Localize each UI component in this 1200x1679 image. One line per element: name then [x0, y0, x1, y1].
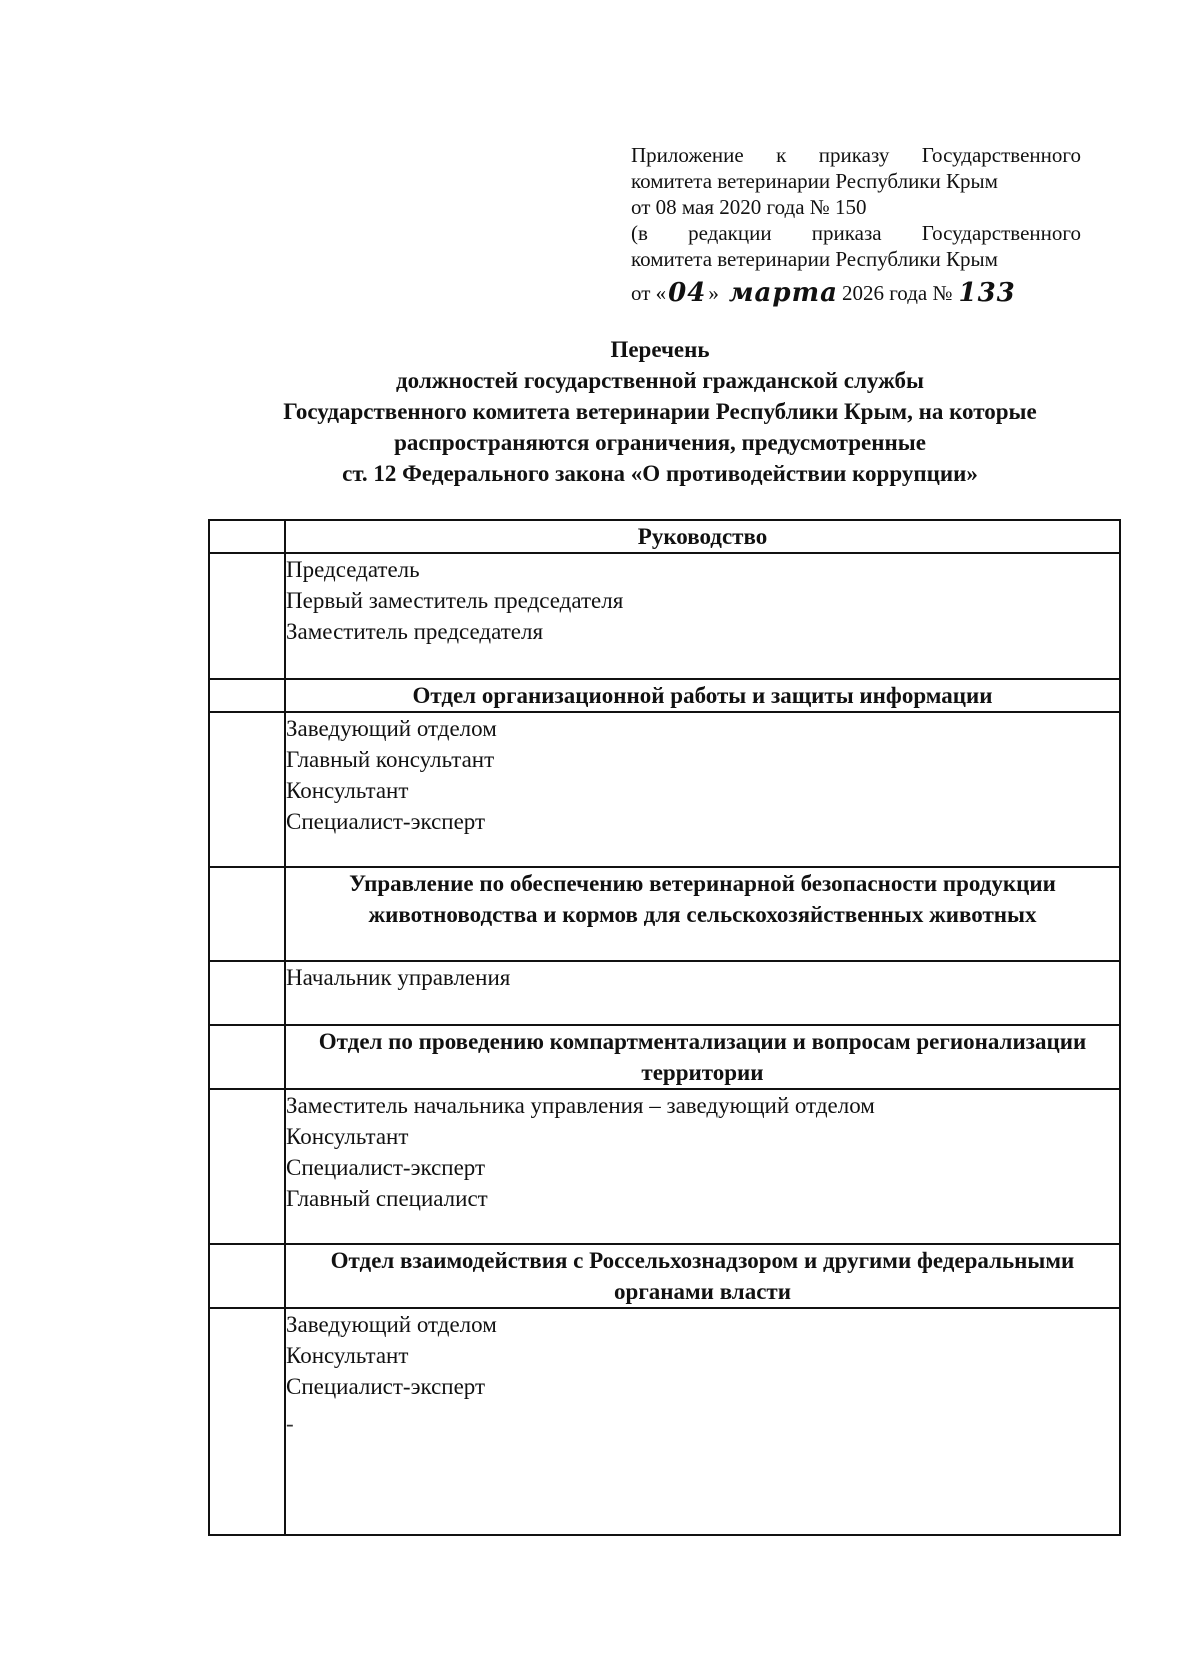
appendix-block	[631, 142, 1081, 306]
number-cell	[209, 1308, 285, 1535]
section-positions	[285, 1308, 1120, 1535]
section-heading: Отдел взаимодействия с Россельхознадзором и другими федеральными органами власти	[285, 1244, 1120, 1308]
number-cell	[209, 679, 285, 712]
position-item: Заместитель начальника управления – заведующий отделом	[286, 1093, 875, 1118]
position-item: Специалист-эксперт	[286, 809, 486, 834]
section-body-row	[209, 961, 1120, 1025]
number-cell	[209, 553, 285, 679]
section-heading: Руководство	[285, 520, 1120, 553]
section-heading-row	[209, 1244, 1120, 1308]
number-cell	[209, 1089, 285, 1244]
number-cell	[209, 520, 285, 553]
section-positions	[285, 553, 1120, 679]
section-heading-row	[209, 679, 1120, 712]
section-heading: Управление по обеспечению ветеринарной безопасности продукции животноводства и кормов для сельскохозяйственных животных	[285, 867, 1120, 961]
position-item: Начальник управления	[286, 965, 511, 990]
date-prefix: от «	[631, 281, 667, 305]
position-item: Консультант	[286, 1343, 409, 1368]
section-body-row	[209, 1089, 1120, 1244]
section-positions	[285, 1089, 1120, 1244]
title-line: ст. 12 Федерального закона «О противодействии коррупции»	[342, 461, 978, 486]
appendix-line: (в редакции приказа Государственного	[631, 221, 1081, 245]
title-line: распространяются ограничения, предусмотренные	[394, 430, 926, 455]
positions-table	[208, 519, 1121, 1536]
appendix-line: комитета ветеринарии Республики Крым	[631, 247, 998, 271]
section-body-row	[209, 712, 1120, 867]
position-item: Консультант	[286, 1124, 409, 1149]
number-cell	[209, 867, 285, 961]
position-item: Заместитель председателя	[286, 619, 544, 644]
appendix-line: комитета ветеринарии Республики Крым	[631, 169, 998, 193]
number-cell	[209, 1244, 285, 1308]
position-item: Заведующий отделом	[286, 716, 497, 741]
handwritten-month: марта	[728, 278, 838, 308]
position-item: Специалист-эксперт	[286, 1155, 486, 1180]
section-heading: Отдел по проведению компартментализации и вопросам регионализации территории	[285, 1025, 1120, 1089]
position-item: Председатель	[286, 557, 420, 582]
section-heading: Отдел организационной работы и защиты информации	[285, 679, 1120, 712]
number-cell	[209, 961, 285, 1025]
section-heading-row	[209, 867, 1120, 961]
handwritten-order-number: 133	[958, 278, 1016, 308]
position-item: Специалист-эксперт	[286, 1374, 486, 1399]
title-line: Перечень	[610, 337, 710, 362]
section-body-row	[209, 553, 1120, 679]
section-heading-row	[209, 1025, 1120, 1089]
section-body-row	[209, 1308, 1120, 1535]
section-positions	[285, 961, 1120, 1025]
number-cell	[209, 1025, 285, 1089]
position-item: Главный консультант	[286, 747, 495, 772]
title-line: Государственного комитета ветеринарии Республики Крым, на которые	[283, 399, 1037, 424]
appendix-line: от 08 мая 2020 года № 150	[631, 195, 867, 219]
document-title	[150, 334, 1170, 489]
stray-dash-mark: -	[286, 1411, 294, 1436]
position-item: Первый заместитель председателя	[286, 588, 624, 613]
handwritten-day: 04	[668, 278, 707, 308]
position-item: Консультант	[286, 778, 409, 803]
section-positions	[285, 712, 1120, 867]
date-year: 2026 года №	[841, 281, 953, 305]
number-cell	[209, 712, 285, 867]
title-line: должностей государственной гражданской службы	[396, 368, 924, 393]
position-item: Заведующий отделом	[286, 1312, 497, 1337]
date-quote: »	[708, 281, 719, 305]
appendix-line: Приложение к приказу Государственного	[631, 143, 1081, 167]
amendment-date-line	[631, 272, 1081, 306]
section-heading-row	[209, 520, 1120, 553]
position-item: Главный специалист	[286, 1186, 488, 1211]
